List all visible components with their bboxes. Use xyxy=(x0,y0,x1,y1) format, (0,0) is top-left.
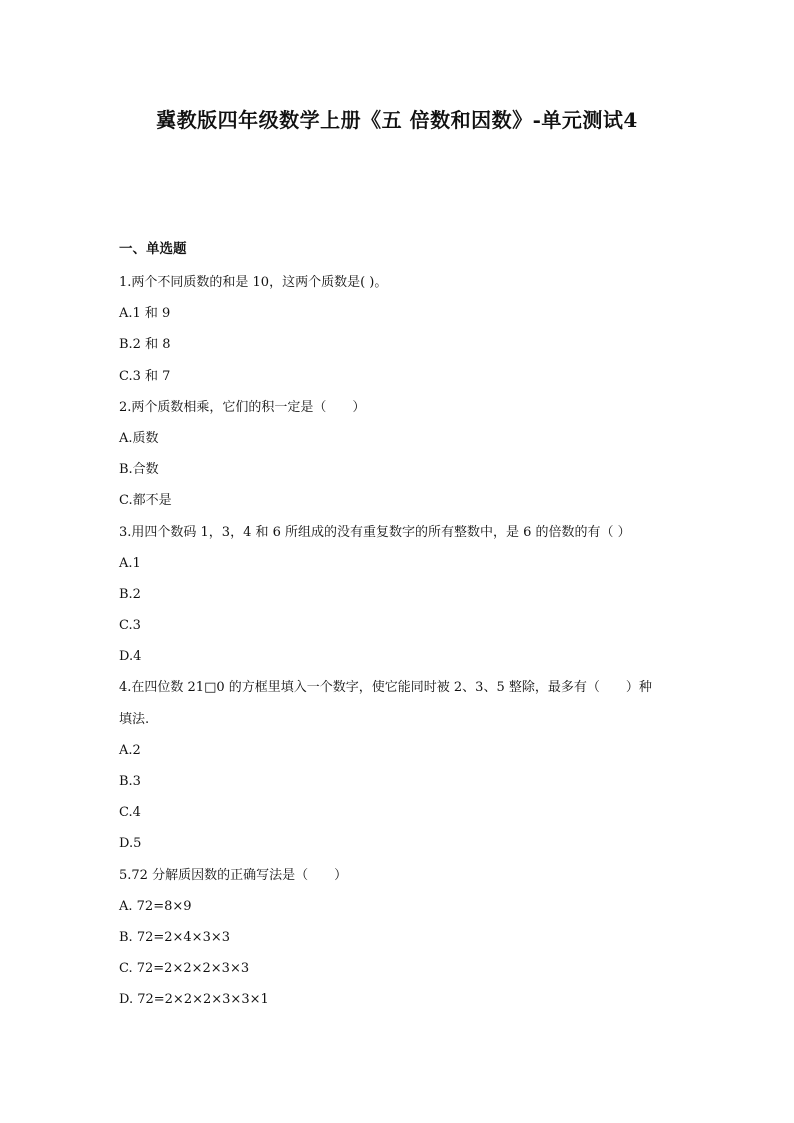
section-heading: 一、单选题 xyxy=(119,241,187,257)
question-1-option-b: B.2 和 8 xyxy=(119,337,171,353)
question-3-option-b: B.2 xyxy=(119,586,141,602)
question-1-option-a: A.1 和 9 xyxy=(119,306,171,322)
question-5-option-d: D. 72=2×2×2×3×3×1 xyxy=(119,992,269,1008)
question-5-stem: 5.72 分解质因数的正确写法是（ ） xyxy=(119,867,348,883)
question-5-option-b: B. 72=2×4×3×3 xyxy=(119,929,231,945)
question-2-option-c: C.都不是 xyxy=(119,493,172,509)
question-1-option-c: C.3 和 7 xyxy=(119,368,171,384)
question-2-stem: 2.两个质数相乘，它们的积一定是（ ） xyxy=(119,399,366,415)
question-3-stem: 3.用四个数码 1，3，4 和 6 所组成的没有重复数字的所有整数中，是 6 的倍数的有（ ） xyxy=(119,524,631,540)
question-4-option-c: C.4 xyxy=(119,805,141,821)
question-3-option-d: D.4 xyxy=(119,649,142,665)
question-4-option-a: A.2 xyxy=(119,742,141,758)
question-1-stem: 1.两个不同质数的和是 10，这两个质数是( )。 xyxy=(119,275,388,290)
question-5-option-a: A. 72=8×9 xyxy=(119,898,192,914)
question-3-option-a: A.1 xyxy=(119,555,141,571)
question-4-stem: 4.在四位数 21□0 的方框里填入一个数字，使它能同时被 2、3、5 整除，最多有（ ）种 xyxy=(119,680,652,696)
question-2-option-b: B.合数 xyxy=(119,462,159,478)
question-list xyxy=(119,236,689,1016)
question-3-option-c: C.3 xyxy=(119,618,141,634)
page-title: 冀教版四年级数学上册《五 倍数和因数》-单元测试4 xyxy=(156,108,638,132)
question-4-stem-continued: 填法. xyxy=(119,711,150,727)
question-4-option-d: D.5 xyxy=(119,836,142,852)
question-4-option-b: B.3 xyxy=(119,774,141,789)
question-5-option-c: C. 72=2×2×2×3×3 xyxy=(119,961,250,977)
question-2-option-a: A.质数 xyxy=(119,430,159,446)
